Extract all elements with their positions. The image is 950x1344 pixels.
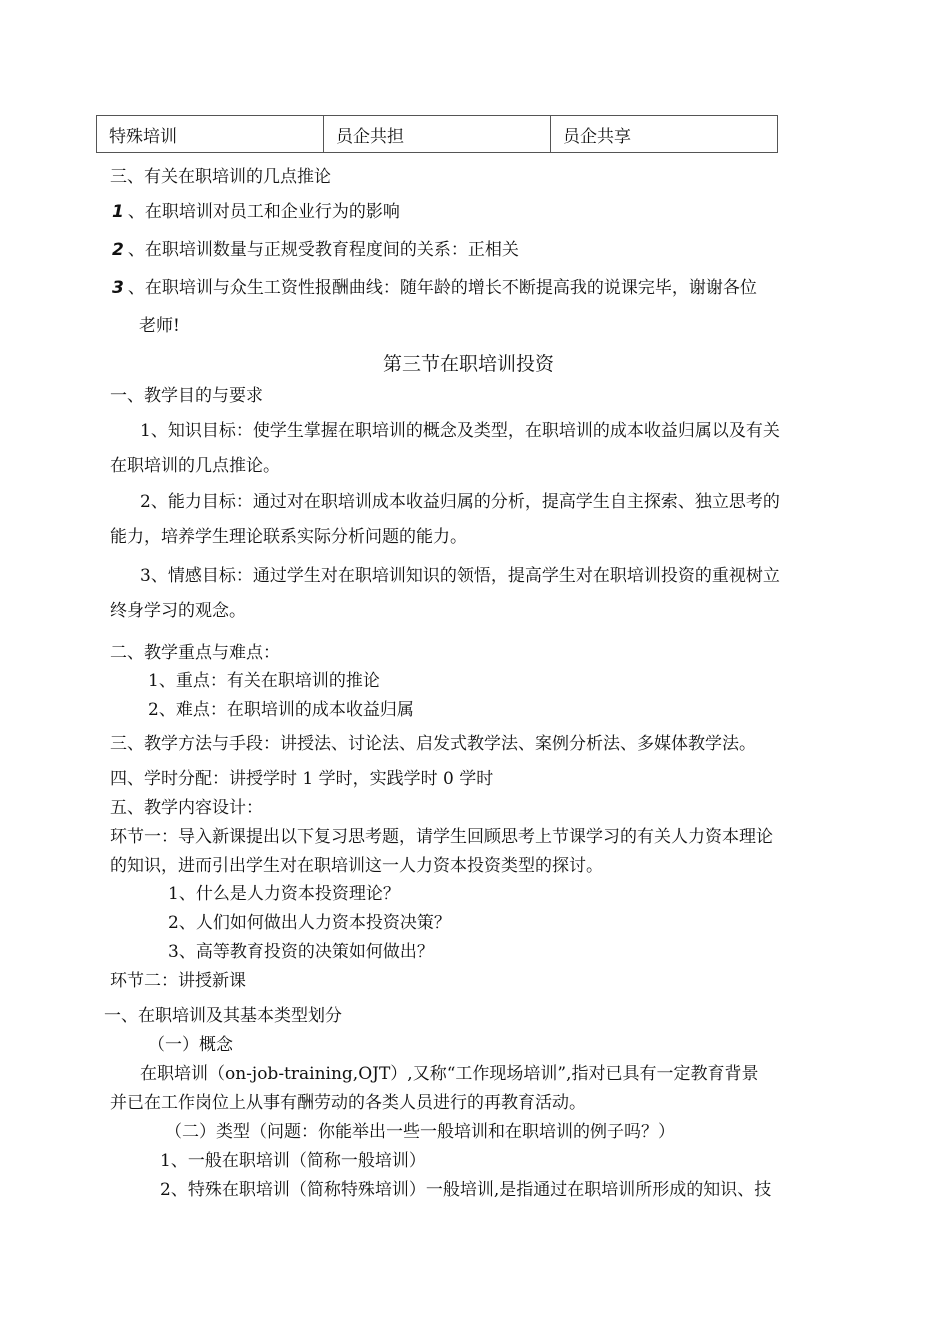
text-line: （一）概念 [148,1035,233,1055]
text-line: 能力，培养学生理论联系实际分析问题的能力。 [110,527,467,547]
table-cell-benefit: 员企共享 [551,116,778,153]
text-line: 2、特殊在职培训（简称特殊培训）一般培训,是指通过在职培训所形成的知识、技 [160,1180,772,1200]
text-line: 四、学时分配：讲授学时 1 学时，实践学时 0 学时 [110,769,494,789]
text-line: 五、教学内容设计： [110,798,263,818]
text-line: 三、教学方法与手段：讲授法、讨论法、启发式教学法、案例分析法、多媒体教学法。 [110,734,756,754]
text-line: 3、情感目标：通过学生对在职培训知识的领悟，提高学生对在职培训投资的重视树立 [140,566,780,586]
text-line: 环节一：导入新课提出以下复习思考题，请学生回顾思考上节课学习的有关人力资本理论 [110,827,773,847]
text-line: 3、高等教育投资的决策如何做出？ [168,942,434,962]
text-line: 的知识，进而引出学生对在职培训这一人力资本投资类型的探讨。 [110,856,603,876]
text-line: 1、一般在职培训（简称一般培训） [160,1151,426,1171]
inference-item [112,238,519,262]
text-line: 环节二：讲授新课 [110,971,246,991]
text-line: 并已在工作岗位上从事有酬劳动的各类人员进行的再教育活动。 [110,1093,586,1113]
table-cell-cost: 员企共担 [324,116,551,153]
text-line: 1、什么是人力资本投资理论？ [168,884,400,904]
inference-number: 1 [112,202,124,222]
inference-number: 3 [112,278,124,298]
text-line: 2、能力目标：通过对在职培训成本收益归属的分析，提高学生自主探索、独立思考的 [140,492,780,512]
inference-text: 、在职培训数量与正规受教育程度间的关系：正相关 [127,240,519,260]
text-line: 终身学习的观念。 [110,601,246,621]
inference-item [112,200,400,224]
section-heading: 三、有关在职培训的几点推论 [110,167,331,187]
text-line: 2、难点：在职培训的成本收益归属 [148,700,414,720]
inference-tail: 老师! [139,316,180,336]
inference-text: 、在职培训与众生工资性报酬曲线：随年龄的增长不断提高我的说课完毕，谢谢各位 [127,278,757,298]
text-line: 在职培训（on-job-training,OJT）,又称“工作现场培训”,指对已具有一定教育背景 [140,1064,759,1084]
text-line: 2、人们如何做出人力资本投资决策？ [168,913,451,933]
text-line: 一、教学目的与要求 [110,386,263,406]
chapter-title: 第三节在职培训投资 [383,353,555,375]
inference-text: 、在职培训对员工和企业行为的影响 [127,202,400,222]
text-line: （二）类型（问题：你能举出一些一般培训和在职培训的例子吗？） [165,1122,675,1142]
inference-item [112,276,757,300]
inference-number: 2 [112,240,124,260]
text-line: 1、知识目标：使学生掌握在职培训的概念及类型，在职培训的成本收益归属以及有关 [140,421,780,441]
text-line: 二、教学重点与难点： [110,643,280,663]
text-line: 在职培训的几点推论。 [110,456,280,476]
text-line: 一、在职培训及其基本类型划分 [104,1006,342,1026]
cost-benefit-table [96,115,778,153]
table-cell-type: 特殊培训 [97,116,324,153]
text-line: 1、重点：有关在职培训的推论 [148,671,380,691]
table-row [97,116,778,153]
